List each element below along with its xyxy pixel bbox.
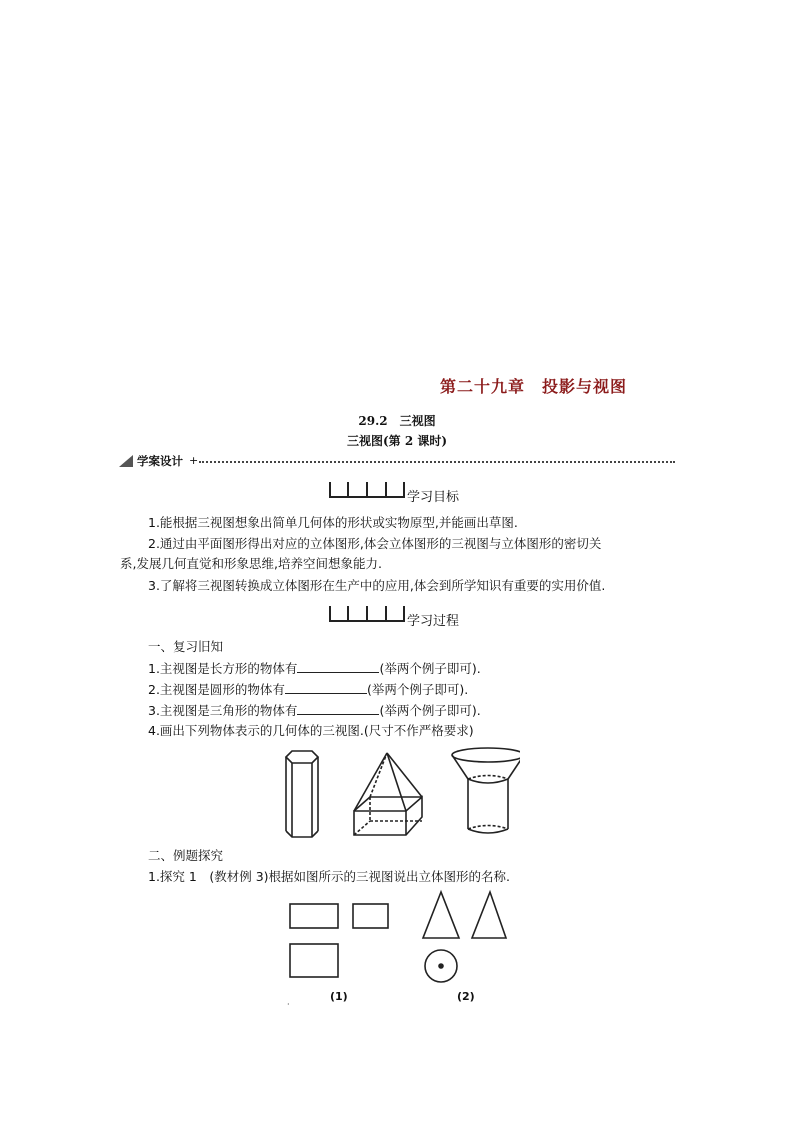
explore-1: 1.探究 1 (教材例 3)根据如图所示的三视图说出立体图形的名称. [148, 869, 511, 884]
goal-item-3: 3.了解将三视图转换成立体图形在生产中的应用,体会到所学知识有重要的实用价值. [148, 578, 606, 593]
dotted-rule [199, 461, 675, 463]
review-heading: 一、复习旧知 [148, 639, 224, 654]
figure-label-2: (2) [457, 990, 475, 1003]
three-view-1 [290, 904, 388, 977]
solids-figure [280, 745, 520, 840]
process-heading: 学习过程 [407, 614, 460, 629]
hexagonal-prism-figure [286, 751, 318, 837]
goal-item-2-cont: 系,发展几何直觉和形象思维,培养空间想象能力. [120, 556, 382, 571]
design-section-bar [119, 454, 675, 468]
comb-icon [329, 482, 405, 498]
figure-label-1: (1) [330, 990, 348, 1003]
bar-mark: + [189, 454, 199, 467]
chapter-title: 第二十九章 投影与视图 [440, 377, 628, 396]
goal-item-1: 1.能根据三视图想象出简单几何体的形状或实物原型,并能画出草图. [148, 515, 518, 530]
cylinder-with-frustum-figure [452, 748, 520, 833]
pyramid-on-cuboid-figure [354, 753, 422, 835]
section-title: 29.2 三视图 [358, 414, 436, 428]
lesson-title: 三视图(第 2 课时) [346, 434, 448, 448]
example-heading: 二、例题探究 [148, 848, 224, 863]
design-section-label: 学案设计 [137, 454, 183, 468]
question-1: 1.主视图是长方形的物体有 (举两个例子即可). [148, 658, 481, 679]
question-3: 3.主视图是三角形的物体有 (举两个例子即可). [148, 700, 481, 721]
three-view-2 [423, 892, 506, 982]
answer-blank[interactable] [297, 658, 379, 673]
goals-heading: 学习目标 [407, 490, 460, 505]
answer-blank[interactable] [285, 679, 367, 694]
question-4: 4.画出下列物体表示的几何体的三视图.(尺寸不作严格要求) [148, 723, 474, 738]
comb-icon [329, 606, 405, 622]
question-2: 2.主视图是圆形的物体有 (举两个例子即可). [148, 679, 468, 700]
triangle-marker-icon [119, 455, 133, 467]
stray-mark: · [287, 1000, 290, 1009]
answer-blank[interactable] [297, 700, 379, 715]
three-view-figures [285, 888, 515, 988]
goal-item-2: 2.通过由平面图形得出对应的立体图形,体会立体图形的三视图与立体图形的密切关 [148, 536, 602, 551]
